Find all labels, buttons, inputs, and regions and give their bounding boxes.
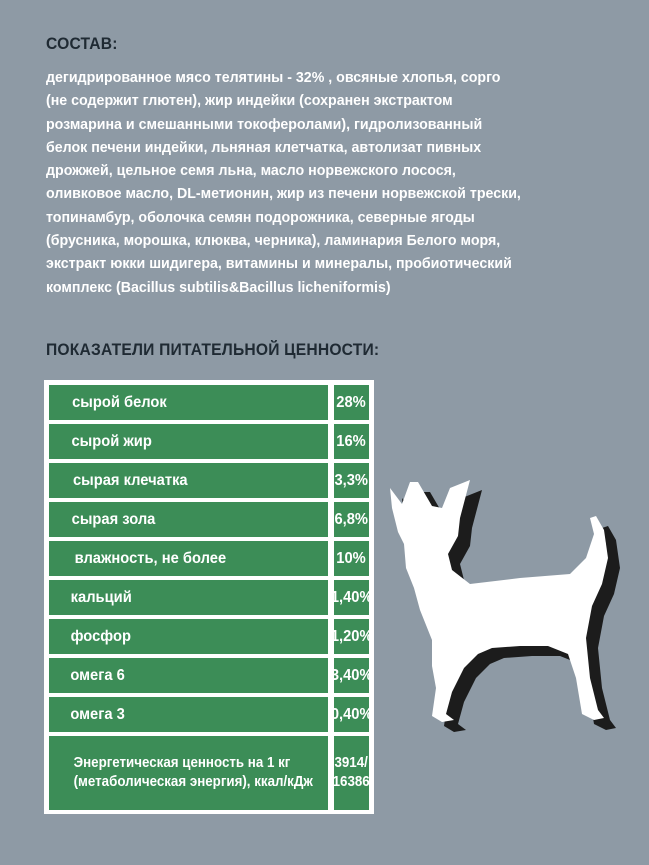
composition-text xyxy=(46,66,579,299)
nutrient-name: омега 6 xyxy=(49,658,328,693)
nutrient-value: 3,40% xyxy=(334,658,369,693)
nutrient-name: сырой белок xyxy=(49,385,328,420)
composition-line: (не содержит глютен), жир индейки (сохранен экстрактом xyxy=(46,92,453,110)
dog-silhouette-icon xyxy=(380,478,630,738)
nutrient-name: фосфор xyxy=(49,619,328,654)
composition-line: комплекс (Bacillus subtilis&Bacillus licheniformis) xyxy=(46,278,391,296)
composition-line: (брусника, морошка, клюква, черника), ламинария Белого моря, xyxy=(46,232,501,250)
energy-value: 3914/ 16386 xyxy=(334,736,369,810)
nutrient-value: 16% xyxy=(334,424,369,459)
nutrition-table xyxy=(44,380,374,814)
nutrient-name: сырая зола xyxy=(49,502,328,537)
nutrient-value: 3,3% xyxy=(334,463,369,498)
nutrient-value: 6,8% xyxy=(334,502,369,537)
composition-line: белок печени индейки, льняная клетчатка, автолизат пивных xyxy=(46,138,482,156)
nutrient-name: сырая клечатка xyxy=(49,463,328,498)
nutrient-value: 1,20% xyxy=(334,619,369,654)
composition-line: дрожжей, цельное семя льна, масло норвежского лосося, xyxy=(46,162,456,180)
nutrient-name: омега 3 xyxy=(49,697,328,732)
energy-label: Энергетическая ценность на 1 кг (метаболическая энергия), ккал/кДж xyxy=(49,736,328,810)
nutrient-value: 10% xyxy=(334,541,369,576)
nutrient-name: сырой жир xyxy=(49,424,328,459)
nutrient-value: 0,40% xyxy=(334,697,369,732)
nutrition-heading: ПОКАЗАТЕЛИ ПИТАТЕЛЬНОЙ ЦЕННОСТИ: xyxy=(46,340,380,359)
nutrient-name: влажность, не более xyxy=(49,541,328,576)
composition-line: экстракт юкки шидигера, витамины и минералы, пробиотический xyxy=(46,255,512,273)
nutrient-value: 28% xyxy=(334,385,369,420)
nutrient-value: 1,40% xyxy=(334,580,369,615)
composition-line: розмарина и смешанными токоферолами), гидролизованный xyxy=(46,115,483,133)
composition-heading: СОСТАВ: xyxy=(46,34,118,53)
composition-line: дегидрированное мясо телятины - 32% , овсяные хлопья, сорго xyxy=(46,69,501,86)
composition-line: оливковое масло, DL-метионин, жир из печени норвежской трески, xyxy=(46,185,521,203)
composition-line: топинамбур, оболочка семян подорожника, северные ягоды xyxy=(46,208,475,226)
nutrient-name: кальций xyxy=(49,580,328,615)
